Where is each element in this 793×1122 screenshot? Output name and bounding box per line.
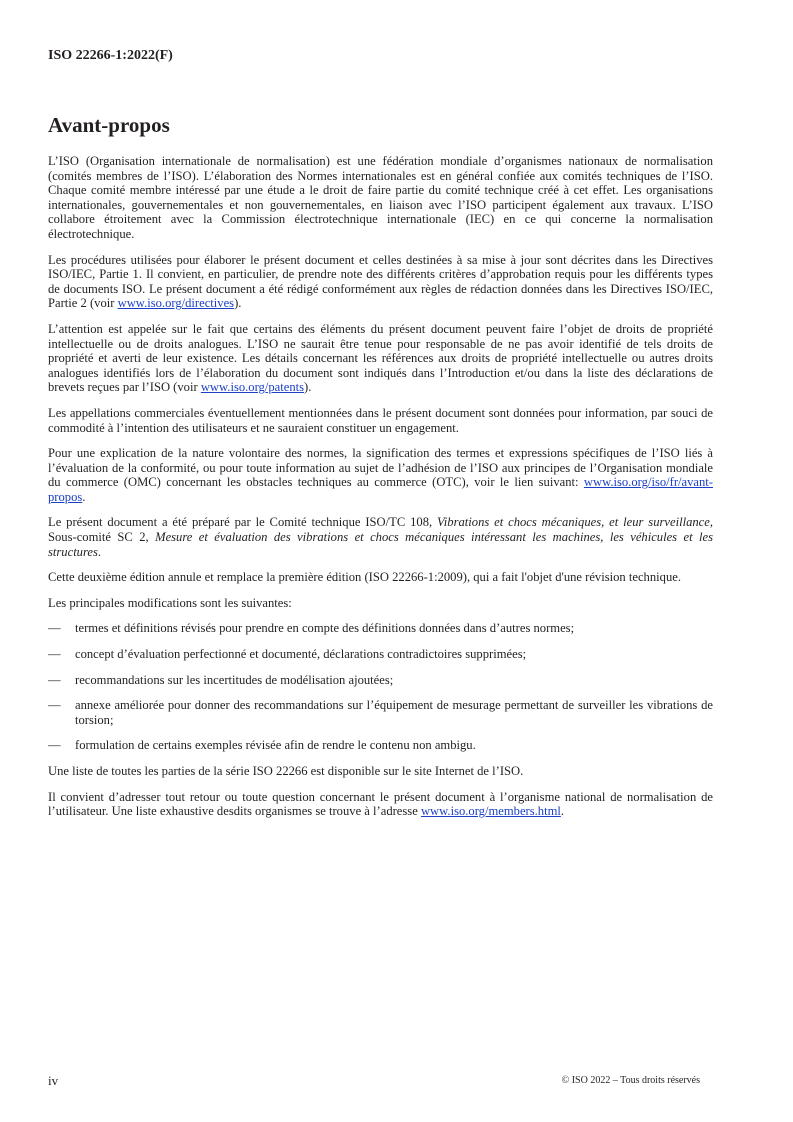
paragraph: [48, 406, 713, 435]
changes-list: [48, 621, 713, 753]
list-item: [48, 673, 713, 688]
paragraph: [48, 790, 713, 819]
hyperlink[interactable]: www.iso.org/members.html: [420, 804, 561, 819]
list-item-text: termes et définitions révisés pour prendre en compte des définitions données dans d’autres normes;: [75, 621, 575, 636]
list-item-text: formulation de certains exemples révisée afin de rendre le contenu non ambigu.: [75, 738, 476, 753]
hyperlink[interactable]: www.iso.org/directives: [117, 296, 235, 311]
paragraph: [48, 596, 713, 611]
dash-bullet: —: [48, 672, 61, 687]
text-segment: .: [560, 804, 565, 819]
dash-bullet: —: [48, 698, 61, 713]
document-body: [48, 154, 713, 830]
closing-paragraphs: [48, 764, 713, 819]
dash-bullet: —: [48, 647, 61, 662]
paragraph: [48, 764, 713, 779]
text-segment: Le présent document a été préparé par le Comité technique ISO/TC 108,: [48, 515, 438, 530]
text-segment: Une liste de toutes les parties de la série ISO 22266 est disponible sur le site Internet de l’ISO.: [48, 764, 524, 778]
list-item-text: recommandations sur les incertitudes de modélisation ajoutées;: [75, 672, 394, 687]
text-segment: .: [97, 544, 102, 559]
text-segment: , Sous-comité SC 2,: [48, 515, 713, 545]
paragraph: [48, 253, 713, 311]
paragraph: [48, 154, 713, 242]
dash-bullet: —: [48, 738, 61, 753]
list-item-text: concept d’évaluation perfectionné et documenté, déclarations contradictoires supprimées;: [75, 647, 527, 662]
list-item-text: annexe améliorée pour donner des recommandations sur l’équipement de mesurage permettant de surveiller les vibrations de torsion;: [75, 698, 713, 727]
foreword-paragraphs: [48, 154, 713, 610]
paragraph: [48, 446, 713, 504]
text-segment: ).: [234, 296, 242, 311]
dash-bullet: —: [48, 621, 61, 636]
hyperlink[interactable]: www.iso.org/patents: [200, 380, 305, 395]
text-segment: Pour une explication de la nature volontaire des normes, la signification des termes et expressions spécifiques de l’ISO liés à l’évaluation de la conformité, ou pour toute information au sujet de l’adhésion de l’ISO aux principes de l’Organisation mondiale du commerce (OMC) concernant les obstacles techniques au commerce (OTC), voir le lien suivant:: [48, 446, 713, 490]
text-segment: Les procédures utilisées pour élaborer le présent document et celles destinées à sa mise à jour sont décrites dans les Directives ISO/IEC, Partie 1. Il convient, en particulier, de prendre note des différents critères d’approbation requis pour les différents types de documents ISO. Le présent document a été rédigé conformément aux règles de rédaction données dans les Directives ISO/IEC, Partie 2 (voir: [48, 252, 713, 311]
list-item: [48, 738, 713, 753]
page-number: iv: [48, 1073, 59, 1088]
document-id-header: ISO 22266-1:2022(F): [48, 48, 173, 63]
italic-text: Vibrations et chocs mécaniques, et leur surveillance: [437, 515, 710, 530]
list-item: [48, 621, 713, 636]
italic-text: Mesure et évaluation des vibrations et chocs mécaniques intéressant les machines, les véhicules et les structures: [48, 530, 713, 559]
text-segment: L’ISO (Organisation internationale de normalisation) est une fédération mondiale d’organismes nationaux de normalisation (comités membres de l’ISO). L’élaboration des Normes internationales est en général confiée aux comités techniques de l’ISO. Chaque comité membre intéressé par une étude a le droit de faire partie du comité technique créé à cet effet. Les organisations internationales, gouvernementales et non gouvernementales, en liaison avec l’ISO participent également aux travaux. L’ISO collabore étroitement avec la Commission électrotechnique internationale (IEC) en ce qui concerne la normalisation électrotechnique.: [48, 154, 713, 241]
text-segment: Les principales modifications sont les suivantes:: [48, 595, 292, 610]
section-title: Avant-propos: [48, 113, 170, 137]
paragraph: [48, 515, 713, 559]
text-segment: L’attention est appelée sur le fait que certains des éléments du présent document peuvent faire l’objet de droits de propriété intellectuelle ou de droits analogues. L’ISO ne saurait être tenue pour responsable de ne pas avoir identifié de tels droits de propriété et averti de leur existence. Les détails concernant les références aux droits de propriété intellectuelle ou autres droits analogues identifiés lors de l’élaboration du document sont indiqués dans l’Introduction et/ou dans la liste des déclarations de brevets reçues par l’ISO (voir: [48, 321, 713, 395]
text-segment: .: [82, 489, 86, 504]
list-item: [48, 647, 713, 662]
paragraph: [48, 322, 713, 395]
text-segment: Il convient d’adresser tout retour ou toute question concernant le présent document à l’organisme national de normalisation de l’utilisateur. Une liste exhaustive desdits organismes se trouve à l’adresse: [48, 789, 713, 819]
copyright-notice: © ISO 2022 – Tous droits réservés: [561, 1075, 700, 1086]
paragraph: [48, 570, 713, 585]
hyperlink[interactable]: www.iso.org/iso/fr/avant-propos: [48, 475, 713, 504]
text-segment: ).: [304, 380, 312, 395]
text-segment: Cette deuxième édition annule et remplace la première édition (ISO 22266-1:2009), qui a fait l'objet d'une révision technique.: [48, 570, 681, 585]
text-segment: Les appellations commerciales éventuellement mentionnées dans le présent document sont données pour information, par souci de commodité à l’intention des utilisateurs et ne sauraient constituer un engagement.: [48, 405, 713, 435]
list-item: [48, 698, 713, 727]
